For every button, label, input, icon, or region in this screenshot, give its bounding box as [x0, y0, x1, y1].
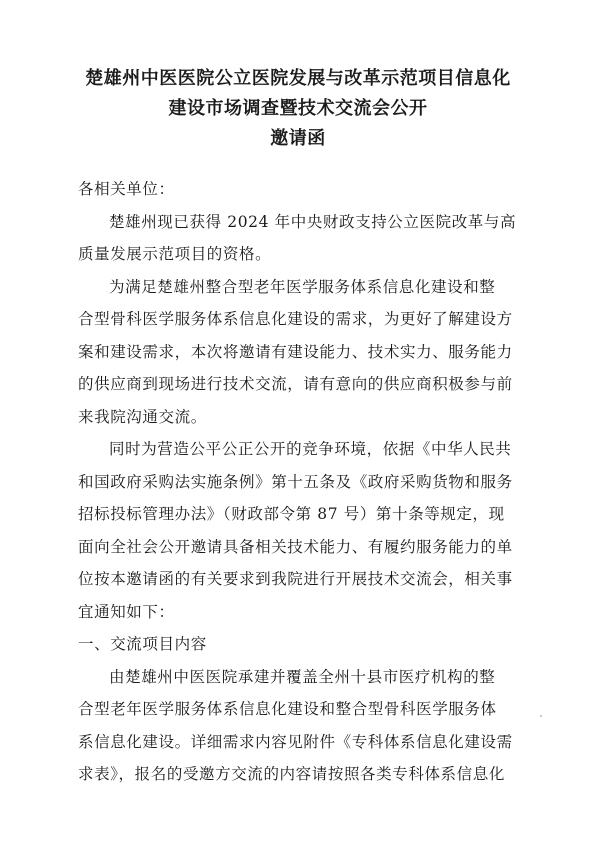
- title-line-1: 楚雄州中医医院公立医院发展与改革示范项目信息化: [85, 68, 511, 89]
- paragraph-3-line: 面向全社会公开邀请具备相关技术能力、有履约服务能力的单: [78, 537, 513, 556]
- paragraph-2-line: 案和建设需求，本次将邀请有建设能力、技术实力、服务能力: [78, 342, 513, 361]
- paragraph-4-line: 合型老年医学服务体系信息化建设和整合型骨科医学服务体: [78, 700, 497, 718]
- paragraph-3-line: 招标投标管理办法》（财政部令第 87 号）第十条等规定，现: [78, 505, 505, 523]
- paragraph-4-line: 系信息化建设。详细需求内容见附件《专科体系信息化建设需: [78, 732, 513, 751]
- paragraph-2-line: 的供应商到现场进行技术交流，请有意向的供应商积极参与前: [78, 375, 513, 393]
- paragraph-3-line: 和国政府采购法实施条例》第十五条及《政府采购货物和服务: [78, 472, 513, 491]
- document-body: [78, 173, 528, 791]
- paragraph-3-line: 同时为营造公平公正公开的竞争环境，依据《中华人民共: [109, 440, 512, 458]
- paragraph-3-line: 位按本邀请函的有关要求到我院进行开展技术交流会，相关事: [78, 570, 513, 588]
- paragraph-1-line: 质量发展示范项目的资格。: [78, 245, 272, 263]
- paragraph-2-line: 来我院沟通交流。: [78, 407, 207, 426]
- title-line-3: 邀请函: [270, 128, 326, 149]
- paragraph-1-line: 楚雄州现已获得 2024 年中央财政支持公立医院改革与高: [109, 212, 517, 231]
- title-line-2: 建设市场调查暨技术交流会公开: [168, 98, 428, 119]
- section-heading: 一、交流项目内容: [78, 635, 207, 653]
- paragraph-4-line: 求表》，报名的受邀方交流的内容请按照各类专科体系信息化: [78, 765, 505, 783]
- scan-speck: [540, 715, 542, 717]
- document-title: [40, 64, 556, 154]
- salutation-line: 各相关单位：: [78, 180, 175, 198]
- paragraph-3-line: 宜通知如下：: [78, 602, 175, 621]
- paragraph-2-line: 合型骨科医学服务体系信息化建设的需求，为更好了解建设方: [78, 310, 513, 328]
- paragraph-4-line: 由楚雄州中医医院承建并覆盖全州十县市医疗机构的整: [109, 667, 496, 686]
- paragraph-2-line: 为满足楚雄州整合型老年医学服务体系信息化建设和整: [109, 277, 496, 296]
